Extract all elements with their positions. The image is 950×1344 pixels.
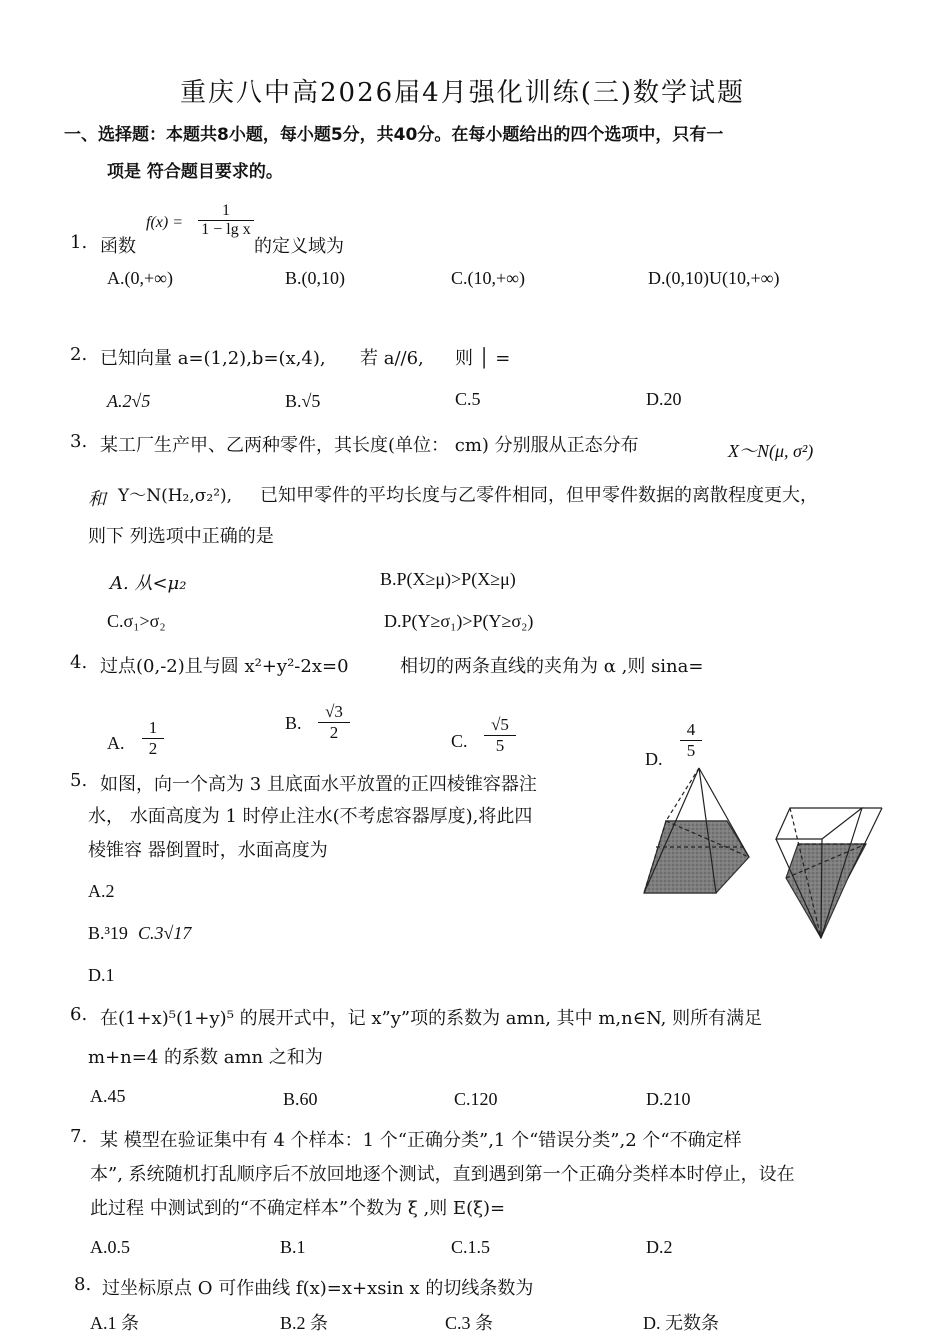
question-text: 此过程 中测试到的“不确定样本”个数为 ξ ,则 E(ξ)= bbox=[90, 1198, 506, 1219]
question-text: 则 │ = bbox=[455, 348, 511, 369]
question-text: 某 模型在验证集中有 4 个样本：1 个“正确分类”,1 个“错误分类”,2 个“不确定样 bbox=[100, 1130, 742, 1151]
option-b: B.³19 bbox=[88, 923, 128, 943]
upright-pyramid bbox=[644, 768, 749, 893]
fraction-numerator: √3 bbox=[325, 702, 343, 721]
question-text: 如图，向一个高为 3 且底面水平放置的正四棱锥容器注 bbox=[100, 774, 537, 795]
fraction-numerator: 1 bbox=[222, 202, 230, 219]
question-text: 相切的两条直线的夹角为 α ,则 sina= bbox=[400, 656, 704, 677]
question-number: 3. bbox=[70, 431, 88, 452]
pyramid-figure bbox=[636, 760, 888, 945]
option-a-label: A. bbox=[107, 733, 125, 753]
option-a: A. 从<μ₂ bbox=[110, 573, 187, 594]
fraction-denominator: 2 bbox=[148, 739, 158, 758]
option-c-fraction bbox=[484, 715, 516, 756]
option-d-fraction bbox=[680, 720, 702, 761]
question-text: 水， 水面高度为 1 时停止注水(不考虑容器厚度),将此四 bbox=[88, 806, 533, 827]
inverted-pyramid bbox=[776, 808, 882, 938]
question-text: 过坐标原点 O 可作曲线 f(x)=x+xsin x 的切线条数为 bbox=[102, 1278, 534, 1299]
option-a: A.1 条 bbox=[90, 1313, 139, 1333]
question-text: 的定义域为 bbox=[254, 236, 344, 257]
option-c: C.120 bbox=[454, 1089, 498, 1109]
option-a: A.45 bbox=[90, 1086, 126, 1106]
option-d: D.1 bbox=[88, 965, 115, 985]
option-b: B.P(X≥μ)>P(X≥μ) bbox=[380, 569, 516, 589]
option-b: B.1 bbox=[280, 1237, 306, 1257]
question-number: 4. bbox=[70, 652, 88, 673]
distribution-x: X～N(μ, σ²) bbox=[728, 441, 814, 461]
question-text: 和 bbox=[88, 489, 106, 510]
option-a: A.2√5 bbox=[107, 391, 151, 411]
fraction-denominator: 5 bbox=[495, 736, 505, 755]
question-text: 过点(0,-2)且与圆 x²+y²-2x=0 bbox=[100, 656, 349, 677]
question-text: 某工厂生产甲、乙两种零件，其长度(单位： cm) 分别服从正态分布 bbox=[100, 435, 639, 456]
question-text: 棱锥容 器倒置时，水面高度为 bbox=[88, 840, 328, 861]
option-d: D.210 bbox=[646, 1089, 691, 1109]
fraction-numerator: √5 bbox=[491, 715, 509, 734]
option-c-label: C. bbox=[451, 731, 468, 751]
section-heading-line1: 一、选择题：本题共8小题，每小题5分，共40分。在每小题给出的四个选项中，只有一 bbox=[64, 125, 724, 145]
question-text: 若 a//6, bbox=[360, 348, 424, 369]
fraction-denominator: 1 − lg x bbox=[201, 221, 251, 238]
fraction-numerator: 1 bbox=[148, 718, 158, 737]
option-c: C.σ₁>σ₂ bbox=[107, 611, 166, 631]
option-d-label: D. bbox=[645, 749, 663, 769]
fraction-denominator: 2 bbox=[329, 723, 339, 742]
option-d: D.P(Y≥σ₁)>P(Y≥σ₂) bbox=[384, 611, 534, 631]
option-b: B.2 条 bbox=[280, 1313, 329, 1333]
option-b: B.(0,10) bbox=[285, 268, 345, 288]
option-a: A.(0,+∞) bbox=[107, 268, 173, 288]
question-text: 函数 bbox=[100, 236, 136, 257]
option-c: C.1.5 bbox=[451, 1237, 491, 1257]
option-c: C.3 条 bbox=[445, 1313, 494, 1333]
question-text: 已知向量 a=(1,2),b=(x,4), bbox=[100, 348, 326, 369]
option-a: A.0.5 bbox=[90, 1237, 130, 1257]
function-label: f(x) = bbox=[146, 214, 183, 231]
option-b: B.√5 bbox=[285, 391, 321, 411]
option-d: D.(0,10)U(10,+∞) bbox=[648, 268, 780, 288]
function-fraction bbox=[198, 202, 254, 239]
option-d: D.2 bbox=[646, 1237, 673, 1257]
page-title: 重庆八中高2026届4月强化训练(三)数学试题 bbox=[180, 78, 745, 108]
option-c: C.3√17 bbox=[138, 923, 192, 943]
question-number: 1. bbox=[70, 232, 88, 253]
section-heading-line2: 项是 符合题目要求的。 bbox=[107, 162, 283, 182]
option-c: C.(10,+∞) bbox=[451, 268, 525, 288]
question-number: 2. bbox=[70, 344, 88, 365]
question-text: 则下 列选项中正确的是 bbox=[88, 526, 274, 547]
question-number: 7. bbox=[70, 1126, 88, 1147]
option-a: A.2 bbox=[88, 881, 115, 901]
option-a-fraction bbox=[142, 718, 164, 759]
option-c: C.5 bbox=[455, 389, 481, 409]
question-number: 5. bbox=[70, 770, 88, 791]
question-number: 8. bbox=[74, 1274, 92, 1295]
question-text: 已知甲零件的平均长度与乙零件相同，但甲零件数据的离散程度更大， bbox=[260, 485, 818, 506]
option-b-label: B. bbox=[285, 713, 302, 733]
fraction-denominator: 5 bbox=[686, 741, 696, 760]
fraction-numerator: 4 bbox=[686, 720, 696, 739]
question-text: 本”, 系统随机打乱顺序后不放回地逐个测试，直到遇到第一个正确分类样本时停止，设在 bbox=[90, 1164, 795, 1185]
option-d: D.20 bbox=[646, 389, 682, 409]
question-text: 在(1+x)⁵(1+y)⁵ 的展开式中，记 x”y”项的系数为 amn, 其中 m,n∈N, 则所有满足 bbox=[100, 1008, 763, 1029]
question-number: 6. bbox=[70, 1004, 88, 1025]
distribution-y: Y～N(H₂,σ₂²), bbox=[118, 486, 233, 506]
option-d: D. 无数条 bbox=[643, 1313, 719, 1333]
question-text: m+n=4 的系数 amn 之和为 bbox=[88, 1047, 323, 1068]
option-b-fraction bbox=[318, 702, 350, 743]
option-b: B.60 bbox=[283, 1089, 318, 1109]
